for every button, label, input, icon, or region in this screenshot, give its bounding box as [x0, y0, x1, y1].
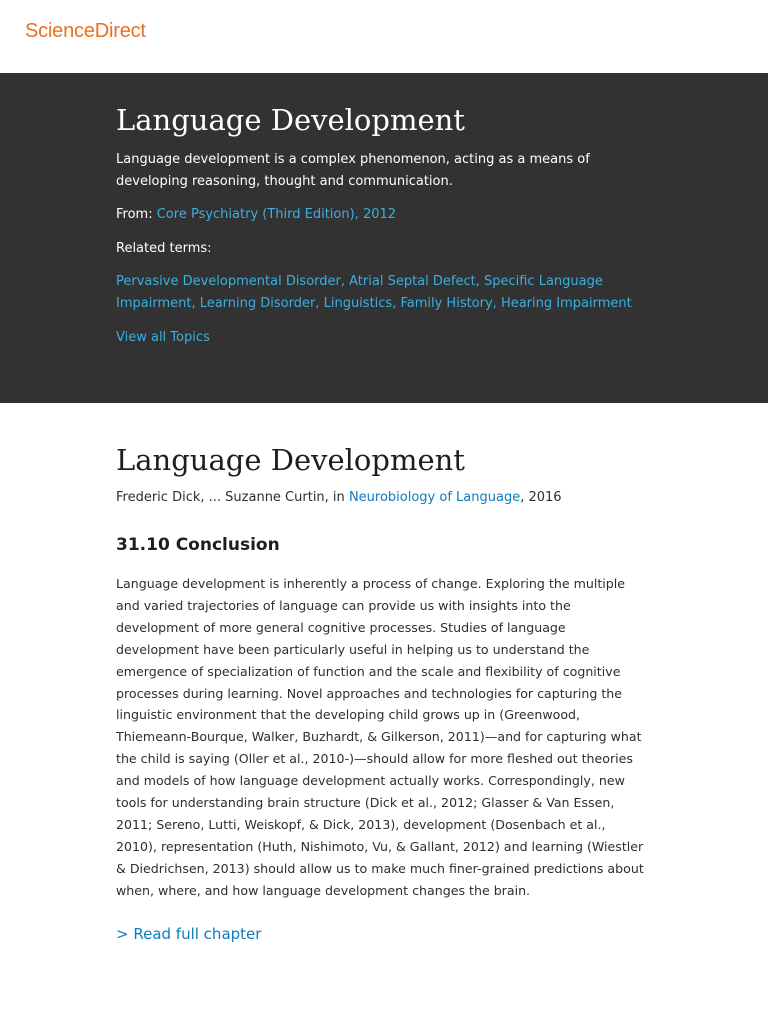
read-full-chapter-link[interactable]: > Read full chapter: [116, 925, 262, 943]
topic-from: [116, 204, 396, 226]
chapter-year: , 2016: [520, 490, 562, 505]
from-label: From:: [116, 207, 153, 222]
book-link[interactable]: Neurobiology of Language: [348, 490, 521, 505]
chapter-byline: [116, 487, 562, 509]
topic-description: Language development is a complex phenomenon, acting as a means of developing reasoning, thought and communication.: [116, 152, 590, 189]
from-source-link[interactable]: Core Psychiatry (Third Edition), 2012: [156, 207, 397, 222]
related-terms-links[interactable]: Pervasive Developmental Disorder, Atrial Septal Defect, Specific Language Impairment, Learning Disorder, Linguistics, Family History, Hearing Impairment: [116, 274, 632, 311]
chapter-excerpt: Language development is inherently a process of change. Exploring the multiple and varied trajectories of language can provide us with insights into the development of more general cognitive processes. Studies of language development have been particularly useful in helping us to understand the emergence of specialization of function and the scale and flexibility of cognitive processes during learning. Novel approaches and technologies for capturing the linguistic environment that the developing child grows up in (Greenwood, Thiemeann-Bourque, Walker, Buzhardt, & Gilkerson, 2011)—and for capturing what the child is saying (Oller et al., 2010-)—should allow for more fleshed out theories and models of how language development actually works. Correspondingly, new tools for understanding brain structure (Dick et al., 2012; Glasser & Van Essen, 2011; Sereno, Lutti, Weiskopf, & Dick, 2013), development (Dosenbach et al., 2010), representation (Huth, Nishimoto, Vu, & Gallant, 2012) and learning (Wiestler & Diedrichsen, 2013) should allow us to make much finer-grained predictions about when, where, and how language development changes the brain.: [116, 576, 644, 898]
chapter-authors: Frederic Dick, ... Suzanne Curtin, in: [116, 490, 345, 505]
related-terms-label: Related terms:: [116, 241, 212, 256]
section-heading: 31.10 Conclusion: [116, 535, 280, 555]
chapter-title[interactable]: Language Development: [116, 443, 465, 477]
view-all-topics-link[interactable]: View all Topics: [116, 330, 210, 345]
topic-hero: [0, 73, 768, 403]
topic-title: Language Development: [116, 103, 465, 137]
top-bar: [0, 0, 768, 73]
sciencedirect-logo[interactable]: ScienceDirect: [25, 20, 146, 42]
